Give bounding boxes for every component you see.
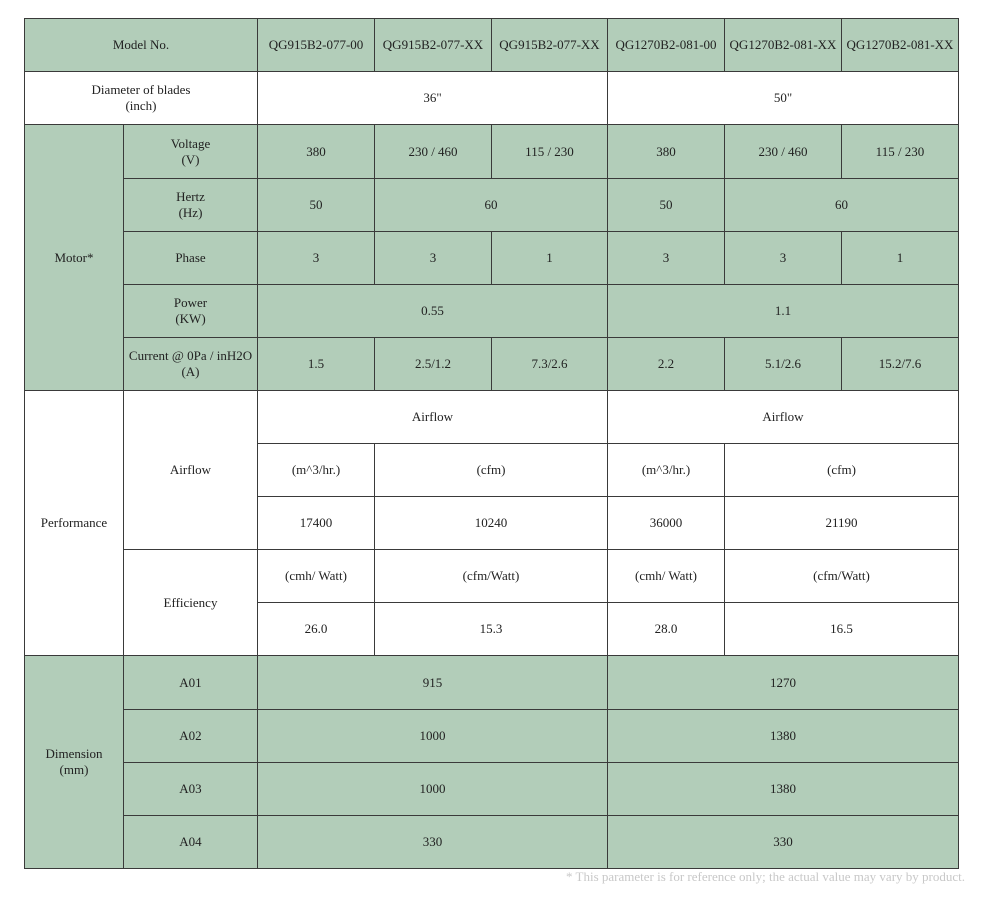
efficiency-value-cell: 26.0 xyxy=(258,603,375,656)
header-row xyxy=(25,19,959,72)
dimension-value-50: 330 xyxy=(608,816,959,869)
current-cell: 7.3/2.6 xyxy=(492,338,608,391)
phase-cell: 1 xyxy=(492,232,608,285)
power-cell: 1.1 xyxy=(608,285,959,338)
power-row xyxy=(25,285,959,338)
airflow-value-cell: 21190 xyxy=(725,497,959,550)
efficiency-value-cell: 15.3 xyxy=(375,603,608,656)
airflow-value-cell: 17400 xyxy=(258,497,375,550)
efficiency-unit-cell: (cmh/ Watt) xyxy=(608,550,725,603)
voltage-label-line2: (V) xyxy=(181,151,200,167)
dimension-label-line2: (mm) xyxy=(59,762,89,777)
airflow-label: Airflow xyxy=(124,391,258,550)
airflow-unit-cell: (m^3/hr.) xyxy=(608,444,725,497)
voltage-cell: 115 / 230 xyxy=(492,125,608,179)
diameter-row xyxy=(25,72,959,125)
airflow-value-cell: 36000 xyxy=(608,497,725,550)
voltage-cell: 230 / 460 xyxy=(375,125,492,179)
power-label xyxy=(124,285,258,338)
phase-cell: 3 xyxy=(608,232,725,285)
airflow-title-row xyxy=(25,391,959,444)
dimension-value-36: 330 xyxy=(258,816,608,869)
diameter-value-36: 36" xyxy=(258,72,608,125)
hertz-cell: 50 xyxy=(258,179,375,232)
dimension-row-a04 xyxy=(25,816,959,869)
efficiency-units-row xyxy=(25,550,959,603)
power-label-line2: (KW) xyxy=(175,311,206,326)
model-no-label: Model No. xyxy=(25,19,258,72)
voltage-cell: 115 / 230 xyxy=(842,125,959,179)
voltage-row xyxy=(25,125,959,179)
model-cell: QG915B2-077-XX xyxy=(492,19,608,72)
voltage-cell: 380 xyxy=(258,125,375,179)
efficiency-label: Efficiency xyxy=(124,550,258,656)
dimension-value-36: 915 xyxy=(258,656,608,710)
dimension-value-36: 1000 xyxy=(258,763,608,816)
hertz-label-line1: Hertz xyxy=(176,189,205,204)
dimension-label xyxy=(25,656,124,869)
dimension-value-50: 1380 xyxy=(608,763,959,816)
model-cell: QG1270B2-081-00 xyxy=(608,19,725,72)
phase-label: Phase xyxy=(124,232,258,285)
efficiency-unit-cell: (cmh/ Watt) xyxy=(258,550,375,603)
dimension-label-line1: Dimension xyxy=(45,746,103,761)
current-row xyxy=(25,338,959,391)
dimension-row-label: A03 xyxy=(124,763,258,816)
diameter-label-line1: Diameter of blades xyxy=(91,82,191,97)
dimension-value-50: 1270 xyxy=(608,656,959,710)
hertz-cell: 60 xyxy=(725,179,959,232)
diameter-label-line2: (inch) xyxy=(125,98,157,113)
current-cell: 15.2/7.6 xyxy=(842,338,959,391)
voltage-cell: 230 / 460 xyxy=(725,125,842,179)
dimension-value-36: 1000 xyxy=(258,710,608,763)
hertz-label xyxy=(124,179,258,232)
power-label-line1: Power xyxy=(173,295,208,310)
efficiency-value-cell: 28.0 xyxy=(608,603,725,656)
current-label xyxy=(124,338,258,391)
airflow-title-36: Airflow xyxy=(258,391,608,444)
performance-label: Performance xyxy=(25,391,124,656)
spec-table xyxy=(24,18,959,869)
airflow-unit-cell: (m^3/hr.) xyxy=(258,444,375,497)
dimension-value-50: 1380 xyxy=(608,710,959,763)
airflow-value-cell: 10240 xyxy=(375,497,608,550)
dimension-row-a03 xyxy=(25,763,959,816)
model-cell: QG915B2-077-XX xyxy=(375,19,492,72)
airflow-unit-cell: (cfm) xyxy=(375,444,608,497)
current-cell: 5.1/2.6 xyxy=(725,338,842,391)
airflow-unit-cell: (cfm) xyxy=(725,444,959,497)
power-cell: 0.55 xyxy=(258,285,608,338)
voltage-label xyxy=(124,125,258,179)
footnote: * This parameter is for reference only; the actual value may vary by product. xyxy=(566,869,965,884)
current-label-line1: Current @ 0Pa / inH2O xyxy=(128,348,253,363)
hertz-label-line2: (Hz) xyxy=(178,205,203,220)
current-cell: 2.5/1.2 xyxy=(375,338,492,391)
voltage-cell: 380 xyxy=(608,125,725,179)
diameter-label xyxy=(25,72,258,125)
phase-cell: 1 xyxy=(842,232,959,285)
hertz-cell: 50 xyxy=(608,179,725,232)
phase-cell: 3 xyxy=(725,232,842,285)
phase-cell: 3 xyxy=(375,232,492,285)
model-cell: QG1270B2-081-XX xyxy=(842,19,959,72)
airflow-title-50: Airflow xyxy=(608,391,959,444)
current-label-line2: (A) xyxy=(181,364,200,379)
voltage-label-line1: Voltage xyxy=(170,135,211,151)
efficiency-unit-cell: (cfm/Watt) xyxy=(375,550,608,603)
dimension-row-label: A02 xyxy=(124,710,258,763)
phase-row xyxy=(25,232,959,285)
current-cell: 1.5 xyxy=(258,338,375,391)
dimension-row-label: A04 xyxy=(124,816,258,869)
dimension-row-label: A01 xyxy=(124,656,258,710)
dimension-row-a01 xyxy=(25,656,959,710)
model-cell: QG1270B2-081-XX xyxy=(725,19,842,72)
diameter-value-50: 50" xyxy=(608,72,959,125)
current-cell: 2.2 xyxy=(608,338,725,391)
efficiency-value-cell: 16.5 xyxy=(725,603,959,656)
hertz-row xyxy=(25,179,959,232)
motor-label: Motor* xyxy=(25,125,124,391)
hertz-cell: 60 xyxy=(375,179,608,232)
model-cell: QG915B2-077-00 xyxy=(258,19,375,72)
efficiency-unit-cell: (cfm/Watt) xyxy=(725,550,959,603)
dimension-row-a02 xyxy=(25,710,959,763)
phase-cell: 3 xyxy=(258,232,375,285)
